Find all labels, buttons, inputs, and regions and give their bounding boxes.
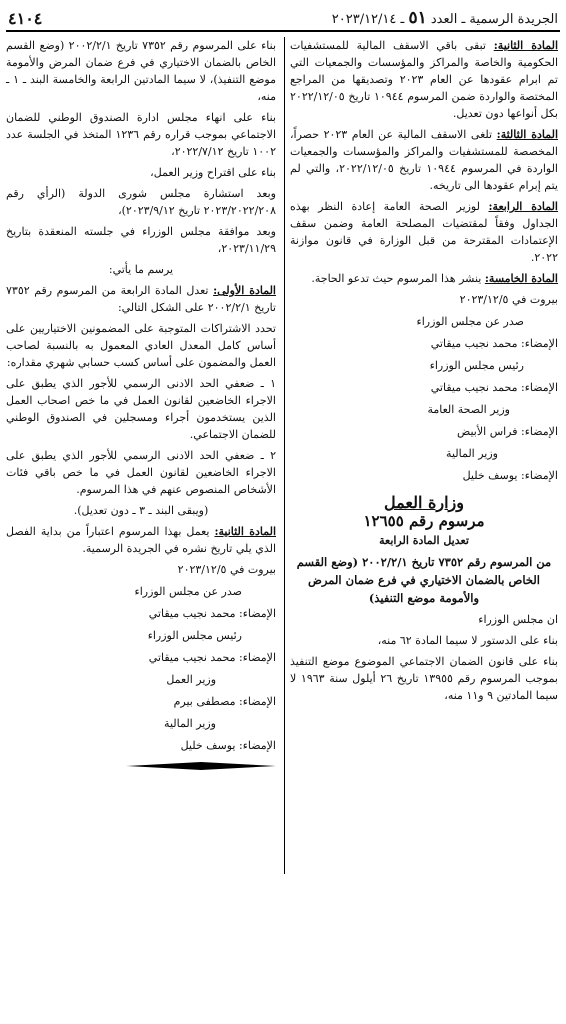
page-header [8,4,558,28]
header-date: ـ ٢٠٢٣/١٢/١٤ [331,12,405,27]
right-signature-3: الإمضاء: فراس الأبيض [457,425,558,438]
left-article-2: المادة الثانية: يعمل بهذا المرسوم اعتباراً من بداية الفصل الذي يلي تاريخ نشره في الجريدة الرسمية. [6,525,276,555]
left-signature-4: الإمضاء: يوسف خليل [180,739,276,752]
right-column [290,37,558,708]
left-signature-1: الإمضاء: محمد نجيب ميقاتي [148,607,276,620]
right-issued-by: صدر عن مجلس الوزراء [416,315,524,328]
left-paragraph-10: (ويبقى البند ـ ٣ ـ دون تعديل). [73,504,209,517]
left-decree-formula: يرسم ما يأتي: [108,263,174,276]
left-issued-by: صدر عن مجلس الوزراء [134,585,242,598]
right-article-3: المادة الثالثة: تلغى الاسقف المالية عن العام ٢٠٢٣ حصراً، المخصصة للمستشفيات والمراكز والمؤسسات والجمعيات الواردة في المرسوم ١٠٩٤٤ تاريخ ٢٠٢٢/١٢/٠٥، والتي لم يتم إبرام عقودها الى تاريخه. [290,128,559,192]
right-role-1: رئيس مجلس الوزراء [429,359,524,372]
right-signature-2: الإمضاء: محمد نجيب ميقاتي [430,381,558,394]
left-signature-3: الإمضاء: مصطفى بيرم [173,695,276,708]
left-role-3: وزير المالية [164,717,216,730]
left-role-2: وزير العمل [166,673,216,686]
header-issue-number: ٥١ [408,8,427,28]
left-article-1: المادة الأولى: تعدل المادة الرابعة من المرسوم رقم ٧٣٥٢ تاريخ ٢٠٠٢/٢/١ على الشكل التالي: [6,284,276,314]
header-title-prefix: الجريدة الرسمية ـ العدد [430,12,558,27]
right-signature-4: الإمضاء: يوسف خليل [462,469,558,482]
end-ornament-icon [126,762,276,770]
right-signature-1: الإمضاء: محمد نجيب ميقاتي [430,337,558,350]
right-article-2: المادة الثانية: تبقى باقي الاسقف المالية للمستشفيات الحكومية والخاصة والمراكز والمؤسسات والجمعيات التي تم ابرام عقودها عن العام ٢٠٢٣ وتصديقها من المراجع المختصة والواردة ضمن المرسوم ١٠٩٤٤ تاريخ ٢٠٢٢/١٢/٠٥ بكل أنواعها دون تعديل. [290,39,559,120]
preamble-3: بناء على قانون الضمان الاجتماعي الموضوع موضع التنفيذ بموجب المرسوم رقم ١٣٩٥٥ تاريخ ٢٦ أيلول سنة ١٩٦٣ لا سيما المادتين ٩ و١١ منه، [290,655,558,702]
left-paragraph-5: وبعد موافقة مجلس الوزراء في جلسته المنعقدة بتاريخ ٢٠٢٣/١١/٢٩، [6,225,276,255]
ministry-title: وزارة العمل [384,493,464,512]
preamble-1: ان مجلس الوزراء [478,613,558,626]
end-ornament [6,762,276,770]
left-paragraph-4: وبعد استشارة مجلس شورى الدولة (الرأي رقم ٢٠٢٣/٢٠٢٢/٢٠٨ تاريخ ٢٠٢٣/٩/١٢)، [6,187,276,217]
left-paragraph-2: بناء على انهاء مجلس ادارة الصندوق الوطني للضمان الاجتماعي بموجب قراره رقم ١٢٣٦ المتخذ في الجلسة عدد ١٠٠٢ تاريخ ٢٠٢٢/٧/١٢، [6,111,276,158]
header-title [332,8,558,28]
left-paragraph-3: بناء على اقتراح وزير العمل، [150,166,276,179]
header-rule [6,30,560,32]
decree-subject: من المرسوم رقم ٧٣٥٢ تاريخ ٢٠٠٢/٢/١ (وضع القسم الخاص بالضمان الاختياري في فرع ضمان المرض والأمومة موضع التنفيذ) [296,555,552,605]
preamble-2: بناء على الدستور لا سيما المادة ٦٢ منه، [377,634,558,647]
left-paragraph-1: بناء على المرسوم رقم ٧٣٥٢ تاريخ ٢٠٠٢/٢/١ (وضع القسم الخاص بالضمان الاختياري في فرع ضمان المرض والأمومة موضع التنفيذ)، لا سيما المادتين الرابعة والخامسة البند ـ ١ ـ منه، [6,39,277,103]
column-divider [284,37,285,874]
right-role-2: وزير الصحة العامة [427,403,510,416]
left-role-1: رئيس مجلس الوزراء [147,629,242,642]
left-column [6,37,276,770]
right-signatures [290,291,558,484]
left-paragraph-8: ١ ـ ضعفي الحد الادنى الرسمي للأجور الذي يطبق على الاجراء الخاضعين لقانون العمل في ما خص اصحاب العمل الذين يستخدمون أجراء ومسجلين في الصندوق الوطني للضمان الاجتماعي. [6,377,276,441]
left-signature-2: الإمضاء: محمد نجيب ميقاتي [148,651,276,664]
left-place-date: بيروت في ٢٠٢٣/١٢/٥ [177,563,276,576]
right-article-5: المادة الخامسة: ينشر هذا المرسوم حيث تدعو الحاجة. [311,272,558,285]
right-article-4: المادة الرابعة: لوزير الصحة العامة إعادة النظر بهذه الجداول وفقاً لمقتضيات المصلحة العامة وضمن سقف الإعتمادات المقترحة من قبل الوزارة في قانون موازنة ٢٠٢٢. [290,200,558,264]
left-signatures [6,561,276,754]
right-role-3: وزير المالية [446,447,498,460]
decree-number: مرسوم رقم ١٢٦٥٥ [363,512,485,530]
header-page-number: ٤١٠٤ [8,9,43,28]
right-place-date: بيروت في ٢٠٢٣/١٢/٥ [459,293,558,306]
left-paragraph-9: ٢ ـ ضعفي الحد الادنى الرسمي للأجور الذي يطبق على الاجراء الخاضعين لقانون العمل في ما خص باقي فئات الأشخاص المنصوص عنهم في هذا المرسوم. [6,449,276,496]
left-paragraph-7: تحدد الاشتراكات المتوجبة على المضمونين الاختياريين على أساس كامل المعدل العادي المعمول به بالنسبة لصاحب العمل والمضمون على أساس كسب حسابي شهري مقداره: [6,322,276,369]
decree-subtitle: تعديل المادة الرابعة [379,534,469,547]
